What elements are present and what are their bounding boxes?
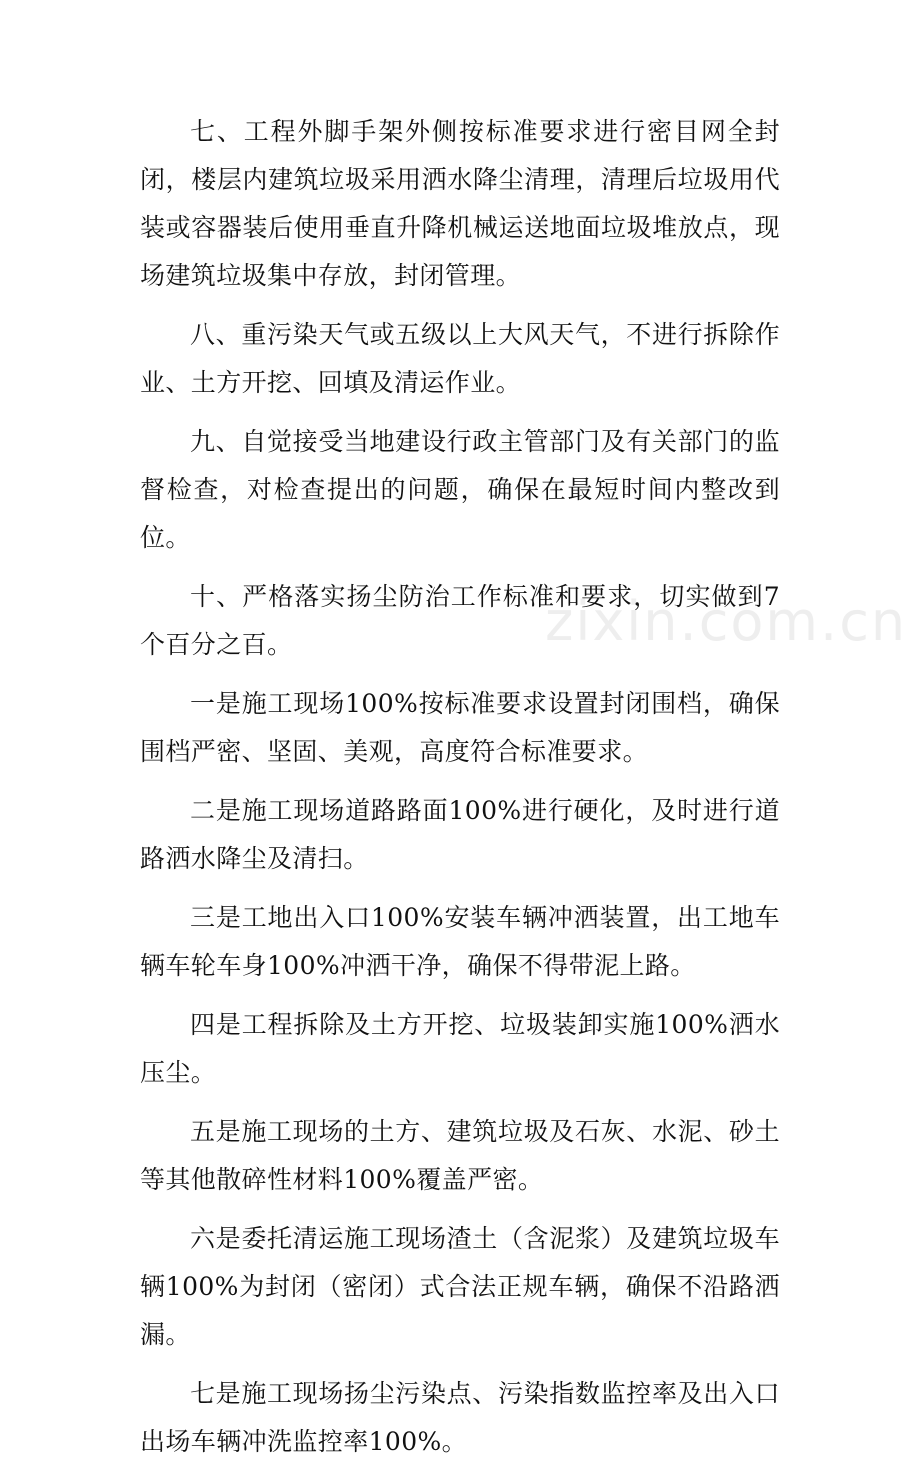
item-three: 三是工地出入口100%安装车辆冲洒装置，出工地车辆车轮车身100%冲洒干净，确保不得带泥上路。	[140, 903, 780, 980]
item-six: 六是委托清运施工现场渣土（含泥浆）及建筑垃圾车辆100%为封闭（密闭）式合法正规车辆，确保不沿路洒漏。	[140, 1224, 780, 1349]
item-five: 五是施工现场的土方、建筑垃圾及石灰、水泥、砂土等其他散碎性材料100%覆盖严密。	[140, 1117, 780, 1194]
paragraph-10: 十、严格落实扬尘防治工作标准和要求，切实做到7个百分之百。	[140, 582, 780, 659]
item-seven: 七是施工现场扬尘污染点、污染指数监控率及出入口出场车辆冲洗监控率100%。	[140, 1379, 780, 1456]
item-four: 四是工程拆除及土方开挖、垃圾装卸实施100%洒水压尘。	[140, 1010, 780, 1087]
watermark-text: zixin.com.cn	[545, 590, 908, 653]
paragraph-7: 七、工程外脚手架外侧按标准要求进行密目网全封闭，楼层内建筑垃圾采用洒水降尘清理，清理后垃圾用代装或容器装后使用垂直升降机械运送地面垃圾堆放点，现场建筑垃圾集中存放，封闭管理。	[140, 117, 780, 290]
item-one: 一是施工现场100%按标准要求设置封闭围档，确保围档严密、坚固、美观，高度符合标准要求。	[140, 689, 780, 766]
paragraph-9: 九、自觉接受当地建设行政主管部门及有关部门的监督检查，对检查提出的问题，确保在最短时间内整改到位。	[140, 427, 780, 552]
document-body	[140, 108, 780, 1477]
item-two: 二是施工现场道路路面100%进行硬化，及时进行道路洒水降尘及清扫。	[140, 796, 780, 873]
paragraph-8: 八、重污染天气或五级以上大风天气，不进行拆除作业、土方开挖、回填及清运作业。	[140, 320, 780, 397]
